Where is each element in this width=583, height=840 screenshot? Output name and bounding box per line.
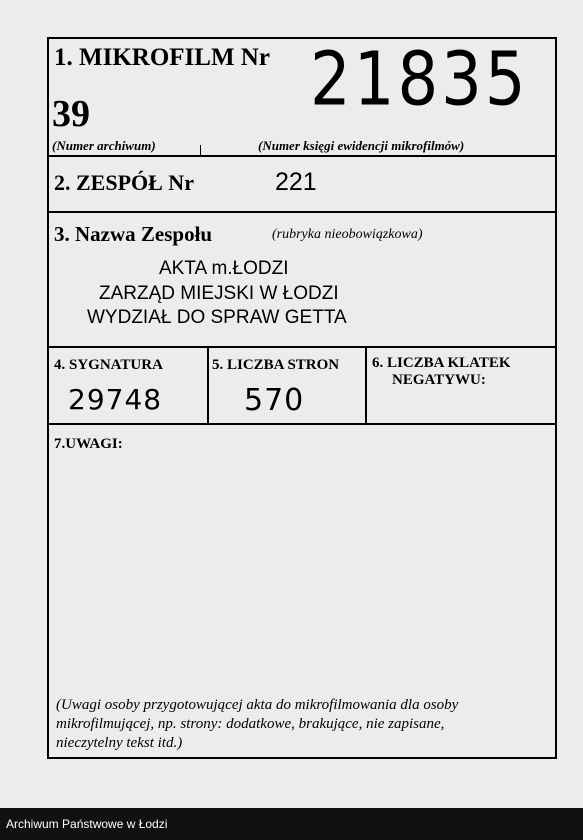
divider-1 <box>47 155 557 157</box>
section2-heading: 2. ZESPÓŁ Nr <box>54 170 194 195</box>
divider-3 <box>47 346 557 348</box>
section4-heading: 4. SYGNATURA <box>54 357 163 373</box>
archive-number: 39 <box>52 93 90 135</box>
column-divider-1 <box>207 347 209 424</box>
remarks-note-line-3: nieczytelny tekst itd.) <box>56 735 183 751</box>
section6-heading-line-2: NEGATYWU: <box>392 372 486 388</box>
archive-number-caption: (Numer archiwum) <box>52 138 156 153</box>
remarks-note-line-2: mikrofilmującej, np. strony: dodatkowe, brakujące, nie zapisane, <box>56 716 445 732</box>
section7-heading: 7.UWAGI: <box>54 436 123 452</box>
collection-number: 221 <box>275 168 317 196</box>
remarks-note-line-1: (Uwagi osoby przygotowującej akta do mikrofilmowania dla osoby <box>56 697 459 713</box>
section5-heading: 5. LICZBA STRON <box>212 357 340 373</box>
collection-name-line-3: WYDZIAŁ DO SPRAW GETTA <box>87 307 347 328</box>
caption-separator <box>200 145 201 155</box>
page-count-value: 570 <box>244 383 305 418</box>
microfilm-number-caption: (Numer księgi ewidencji mikrofilmów) <box>258 138 465 153</box>
signature-value: 29748 <box>68 383 163 416</box>
section6-heading-line-1: 6. LICZBA KLATEK <box>372 355 511 371</box>
footer-bar <box>0 808 583 840</box>
microfilm-number: 21835 <box>310 38 529 124</box>
divider-4 <box>47 423 557 425</box>
section1-heading: 1. MIKROFILM Nr <box>54 44 270 71</box>
collection-name-line-2: ZARZĄD MIEJSKI W ŁODZI <box>99 283 339 304</box>
footer-archive-name: Archiwum Państwowe w Łodzi <box>6 817 168 831</box>
section3-heading: 3. Nazwa Zespołu <box>54 222 213 246</box>
section3-note: (rubryka nieobowiązkowa) <box>272 227 423 242</box>
column-divider-2 <box>365 347 367 424</box>
collection-name-line-1: AKTA m.ŁODZI <box>159 258 289 279</box>
divider-2 <box>47 211 557 213</box>
